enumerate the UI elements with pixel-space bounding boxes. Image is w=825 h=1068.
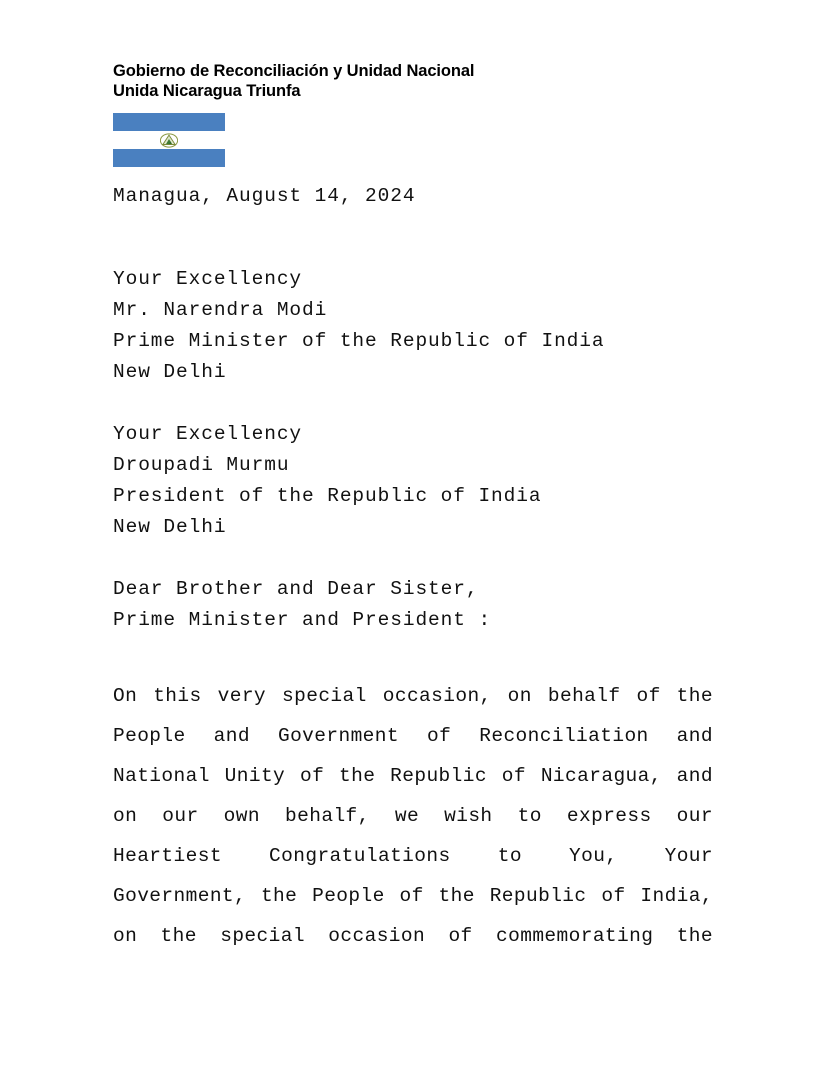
addressee-block-president [113,419,713,543]
addressee-1-salutation: Your Excellency [113,268,303,290]
letterhead-line-slogan: Unida Nicaragua Triunfa [113,81,301,100]
letter-body-paragraph: On this very special occasion, on behalf of the People and Government of Reconciliation and National Unity of the Republic of Nicaragua, and on our own behalf, we wish to express our Heartiest Congratulations to You, Your Government, the People of the Republic of India, on the special occasion of commemorating the [113,685,713,947]
addressee-2-name: Droupadi Murmu [113,454,290,476]
addressee-1-city: New Delhi [113,361,227,383]
addressee-1-name: Mr. Narendra Modi [113,299,328,321]
letterhead [113,62,753,101]
flag-band-bottom [113,149,225,167]
addressee-block-prime-minister [113,264,713,388]
addressee-1-title: Prime Minister of the Republic of India [113,330,605,352]
letter-body [113,181,713,996]
spacer-before-salutation [113,543,713,574]
addressee-2-title: President of the Republic of India [113,485,542,507]
spacer-before-body [113,636,713,676]
spacer-after-date [113,212,713,264]
addressee-2-city: New Delhi [113,516,227,538]
nicaragua-coat-of-arms-emblem-icon [160,133,178,148]
addressee-2-salutation: Your Excellency [113,423,303,445]
letter-salutation [113,574,713,636]
letter-date-line: Managua, August 14, 2024 [113,185,416,207]
nicaragua-flag-icon [113,113,225,167]
spacer-between-addressees [113,388,713,419]
flag-band-top [113,113,225,131]
salutation-line-2: Prime Minister and President : [113,609,492,631]
letterhead-line-government: Gobierno de Reconciliación y Unidad Nacional [113,62,475,80]
salutation-line-1: Dear Brother and Dear Sister, [113,578,479,600]
